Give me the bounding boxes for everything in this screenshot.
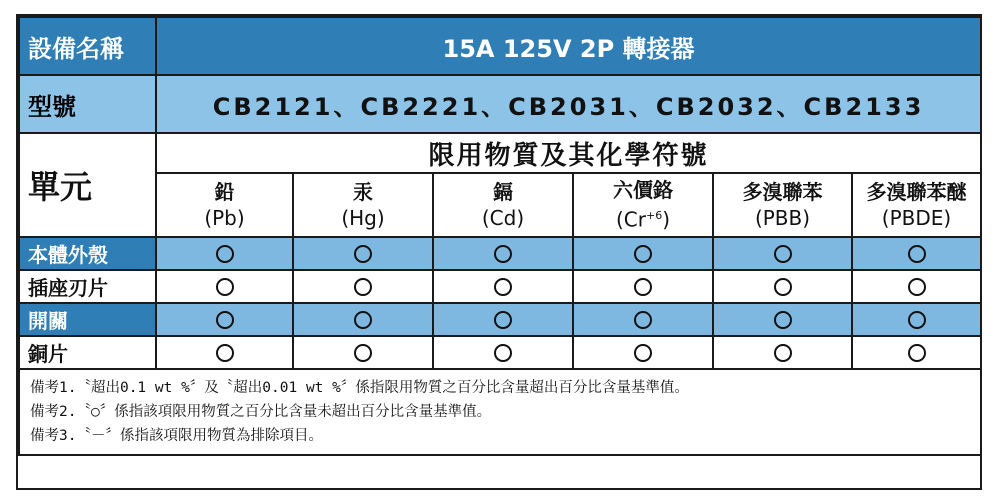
table-row	[19, 303, 981, 336]
compliance-mark-icon	[573, 303, 713, 336]
compliance-mark-icon	[156, 336, 293, 369]
compliance-mark-icon	[573, 270, 713, 303]
compliance-mark-icon	[573, 237, 713, 270]
compliance-mark-icon	[573, 336, 713, 369]
substance-header-row	[19, 173, 981, 237]
substance-cell: 汞 (Hg)	[293, 173, 433, 237]
compliance-mark-icon	[713, 336, 852, 369]
part-name: 銅片	[19, 336, 156, 369]
note-2: 備考2.〝○〞係指該項限用物質之百分比含量未超出百分比含量基準值。	[30, 404, 492, 420]
substance-cell: 六價鉻 $(Cr^{+6})$	[573, 173, 713, 237]
compliance-mark-icon	[293, 336, 433, 369]
substance-cell: 鉛 (Pb)	[156, 173, 293, 237]
compliance-mark-icon	[293, 237, 433, 270]
substance-cell: 多溴聯苯 (PBB)	[713, 173, 852, 237]
note-1: 備考1.〝超出0.1 wt %〞及〝超出0.01 wt %〞係指限用物質之百分比含量超出百分比含量基準值。	[30, 380, 689, 396]
note-3: 備考3.〝－〞係指該項限用物質為排除項目。	[30, 428, 323, 444]
compliance-mark-icon	[293, 303, 433, 336]
table-row	[19, 336, 981, 369]
compliance-mark-icon	[852, 270, 981, 303]
part-name: 開關	[19, 303, 156, 336]
substances-heading: 限用物質及其化學符號	[156, 133, 981, 173]
substance-cell: 多溴聯苯醚 (PBDE)	[852, 173, 981, 237]
table-row	[19, 270, 981, 303]
compliance-mark-icon	[156, 270, 293, 303]
substance-cell: 鎘 (Cd)	[433, 173, 573, 237]
compliance-mark-icon	[433, 270, 573, 303]
compliance-mark-icon	[852, 237, 981, 270]
part-name: 插座刃片	[19, 270, 156, 303]
device-name-label: 設備名稱	[19, 17, 156, 75]
unit-label: 單元	[19, 133, 156, 237]
compliance-mark-icon	[156, 237, 293, 270]
compliance-mark-icon	[293, 270, 433, 303]
compliance-mark-icon	[433, 237, 573, 270]
compliance-mark-icon	[713, 303, 852, 336]
compliance-mark-icon	[713, 270, 852, 303]
compliance-mark-icon	[156, 303, 293, 336]
compliance-mark-icon	[852, 303, 981, 336]
compliance-mark-icon	[852, 336, 981, 369]
compliance-mark-icon	[433, 303, 573, 336]
compliance-mark-icon	[713, 237, 852, 270]
model-label: 型號	[19, 75, 156, 133]
substance-table	[18, 16, 982, 456]
part-name: 本體外殼	[19, 237, 156, 270]
device-name-value: 15A 125V 2P 轉接器	[156, 17, 981, 75]
notes-section	[19, 369, 981, 455]
table-row	[19, 237, 981, 270]
model-value: CB2121、CB2221、CB2031、CB2032、CB2133	[156, 75, 981, 133]
rohs-declaration-table	[16, 14, 982, 490]
compliance-mark-icon	[433, 336, 573, 369]
